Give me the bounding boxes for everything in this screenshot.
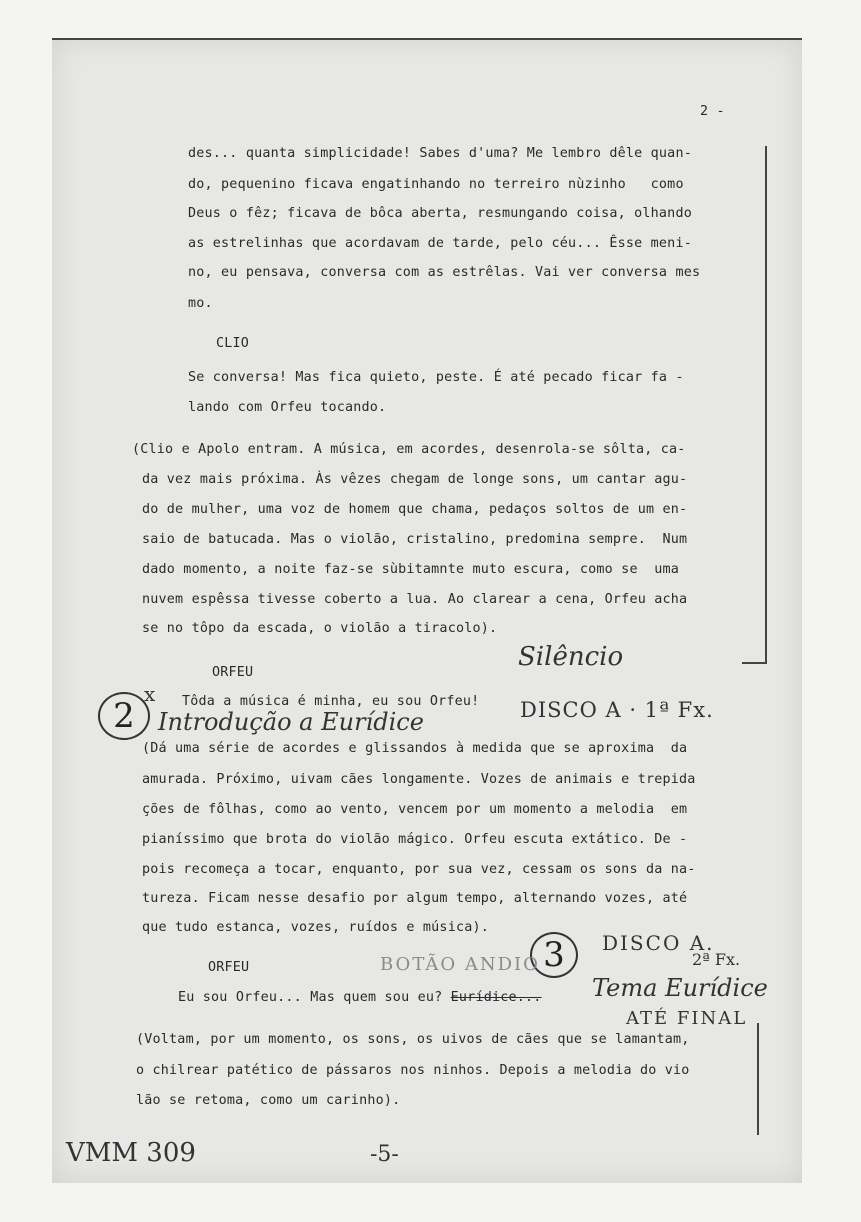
handwritten-intro-euridice: Introdução a Eurídice — [158, 708, 424, 736]
text-line: lando com Orfeu tocando. — [188, 400, 387, 415]
handwritten-cross: x — [144, 682, 156, 706]
dialogue-text: Eu sou Orfeu... Mas quem sou eu? — [178, 990, 451, 1005]
stage-direction-line: que tudo estanca, vozes, ruídos e música). — [142, 920, 489, 935]
right-margin-bracket — [765, 146, 767, 662]
stage-direction-line: (Voltam, por um momento, os sons, os uivos de cães que se lamantam, — [136, 1032, 690, 1047]
right-margin-bracket-foot — [742, 662, 767, 664]
handwritten-silencio: Silêncio — [518, 642, 624, 672]
stage-direction-line: lão se retoma, como um carinho). — [136, 1093, 401, 1108]
speaker-name: ORFEU — [208, 960, 250, 975]
text-line: no, eu pensava, conversa com as estrêlas. Vai ver conversa mes — [188, 265, 701, 280]
text-line: mo. — [188, 296, 213, 311]
text-line: Se conversa! Mas fica quieto, peste. É até pecado ficar fa - — [188, 370, 684, 385]
stage-direction-line: nuvem espêssa tivesse coberto a lua. Ao clarear a cena, Orfeu acha — [142, 592, 688, 607]
handwritten-ate-final: ATÉ FINAL — [626, 1008, 748, 1029]
speaker-name: ORFEU — [212, 665, 254, 680]
text-line: Deus o fêz; ficava de bôca aberta, resmungando coisa, olhando — [188, 206, 692, 221]
stage-direction-line: saio de batucada. Mas o violão, cristalino, predomina sempre. Num — [142, 532, 688, 547]
speaker-name: CLIO — [216, 336, 250, 351]
page-footer-number: -5- — [370, 1142, 399, 1167]
stage-direction-line: amurada. Próximo, uivam cães longamente. Vozes de animais e trepida — [142, 772, 696, 787]
document-page — [52, 38, 802, 1183]
text-line: do, pequenino ficava engatinhando no terreiro nùzinho como — [188, 177, 684, 192]
handwritten-disco-2: DISCO A. — [602, 931, 715, 955]
stage-direction-line: tureza. Ficam nesse desafio por algum tempo, alternando vozes, até — [142, 891, 688, 906]
stage-direction-line: da vez mais próxima. Às vêzes chegam de longe sons, um cantar agu- — [142, 472, 688, 487]
struck-word: Eurídice... — [450, 990, 542, 1005]
text-line: Tôda a música é minha, eu sou Orfeu! — [182, 694, 480, 709]
text-line: as estrelinhas que acordavam de tarde, pelo céu... Êsse meni- — [188, 236, 692, 251]
stage-direction-line: se no tôpo da escada, o violão a tiracolo). — [142, 621, 498, 636]
stage-direction-line: dado momento, a noite faz-se sùbitamnte muto escura, como se uma — [142, 562, 680, 577]
handwritten-botao-audio: BOTÃO ANDIO — [380, 954, 540, 975]
handwritten-fx-2: 2ª Fx. — [692, 950, 741, 969]
stage-direction-line: (Dá uma série de acordes e glissandos à medida que se aproxima da — [142, 741, 688, 756]
text-line — [178, 990, 542, 1005]
handwritten-disco-1: DISCO A · 1ª Fx. — [520, 698, 714, 722]
stage-direction-line: (Clio e Apolo entram. A música, em acordes, desenrola-se sôlta, ca- — [132, 442, 686, 457]
handwritten-tema-euridice: Tema Eurídice — [592, 974, 768, 1002]
right-margin-bracket-lower — [757, 1023, 759, 1135]
stage-direction-line: o chilrear patético de pássaros nos ninhos. Depois a melodia do vio — [136, 1063, 690, 1078]
text-line: des... quanta simplicidade! Sabes d'uma? Me lembro dêle quan- — [188, 146, 692, 161]
page-number: 2 - — [700, 104, 725, 119]
stage-direction-line: pois recomeça a tocar, enquanto, por sua vez, cessam os sons da na- — [142, 862, 696, 877]
stage-direction-line: pianíssimo que brota do violão mágico. Orfeu escuta extático. De - — [142, 832, 688, 847]
handwritten-circled-3: 3 — [530, 932, 578, 978]
stage-direction-line: ções de fôlhas, como ao vento, vencem por um momento a melodia em — [142, 802, 688, 817]
handwritten-archive-code: VMM 309 — [66, 1138, 196, 1168]
handwritten-circled-2: 2 — [98, 692, 150, 740]
stage-direction-line: do de mulher, uma voz de homem que chama, pedaços soltos de um en- — [142, 502, 688, 517]
